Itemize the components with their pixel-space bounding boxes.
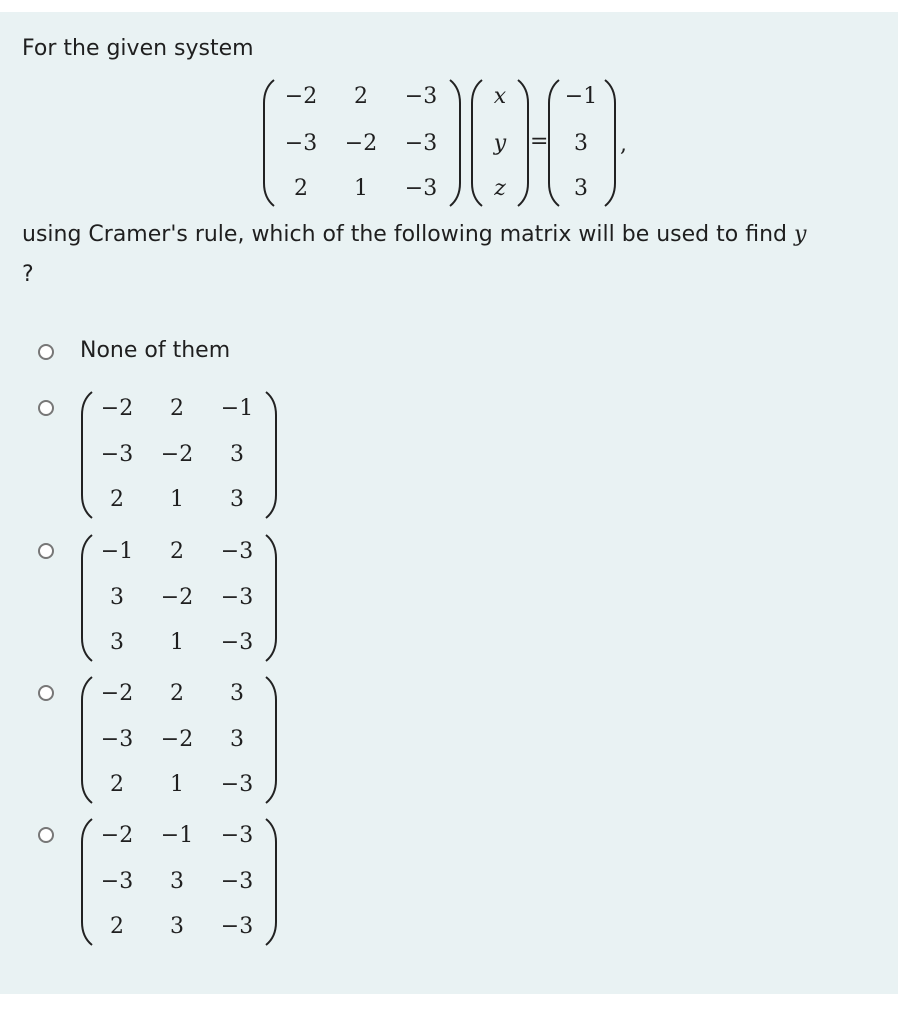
matrix-cell: −3 [100, 442, 134, 467]
variable-vector [470, 78, 530, 208]
matrix-cell: 1 [354, 176, 368, 201]
left-paren-icon [547, 78, 561, 208]
question-prompt [22, 222, 806, 247]
vector-cell: −1 [564, 84, 598, 109]
matrix-cell: −2 [100, 396, 134, 421]
right-paren-icon [264, 817, 278, 947]
question-mark: ? [22, 262, 34, 287]
matrix-cell: −2 [100, 823, 134, 848]
matrix-cell: 3 [170, 914, 184, 939]
matrix-cell: 2 [170, 396, 184, 421]
matrix-cell: 2 [354, 84, 368, 109]
matrix-cell: 2 [110, 772, 124, 797]
option-matrix[interactable] [80, 533, 280, 663]
matrix-cell: −2 [344, 131, 378, 156]
matrix-cell: 1 [170, 630, 184, 655]
matrix-cell: −3 [220, 914, 254, 939]
radio-button[interactable] [38, 827, 54, 843]
matrix-cell: −3 [220, 585, 254, 610]
right-paren-icon [603, 78, 617, 208]
matrix-cell: −3 [220, 823, 254, 848]
matrix-cell: 2 [110, 487, 124, 512]
matrix-cell: −3 [100, 727, 134, 752]
prompt-text: using Cramer's rule, which of the following matrix will be used to find [22, 222, 794, 247]
vector-cell: y [493, 131, 507, 156]
matrix-cell: −2 [100, 681, 134, 706]
radio-button[interactable] [38, 685, 54, 701]
matrix-cell: 3 [110, 630, 124, 655]
right-paren-icon [448, 78, 462, 208]
matrix-cell: −3 [220, 539, 254, 564]
radio-button[interactable] [38, 543, 54, 559]
matrix-cell: 2 [170, 681, 184, 706]
matrix-cell: −2 [160, 442, 194, 467]
right-paren-icon [264, 390, 278, 520]
right-paren-icon [264, 533, 278, 663]
matrix-cell: −3 [404, 176, 438, 201]
matrix-cell: −2 [284, 84, 318, 109]
matrix-cell: −3 [404, 131, 438, 156]
matrix-cell: 3 [230, 487, 244, 512]
matrix-cell: 3 [230, 681, 244, 706]
matrix-cell: −3 [220, 772, 254, 797]
matrix-cell: 3 [230, 442, 244, 467]
vector-cell: x [493, 84, 507, 109]
matrix-cell: −3 [220, 630, 254, 655]
coefficient-matrix [262, 78, 462, 208]
matrix-cell: −2 [160, 727, 194, 752]
matrix-cell: 2 [170, 539, 184, 564]
matrix-cell: 3 [170, 869, 184, 894]
option-matrix[interactable] [80, 817, 280, 947]
vector-cell: z [494, 176, 506, 201]
option-matrix[interactable] [80, 675, 280, 805]
matrix-cell: −1 [100, 539, 134, 564]
left-paren-icon [262, 78, 276, 208]
rhs-vector [547, 78, 617, 208]
question-intro: For the given system [22, 36, 254, 61]
matrix-cell: −3 [284, 131, 318, 156]
option-matrix[interactable] [80, 390, 280, 520]
matrix-cell: −1 [220, 396, 254, 421]
right-paren-icon [264, 675, 278, 805]
prompt-variable: y [793, 222, 807, 247]
matrix-cell: 1 [170, 487, 184, 512]
vector-cell: 3 [574, 176, 588, 201]
matrix-cell: 1 [170, 772, 184, 797]
matrix-cell: −2 [160, 585, 194, 610]
equals-sign: = [530, 129, 549, 154]
radio-button[interactable] [38, 344, 54, 360]
matrix-cell: 2 [294, 176, 308, 201]
matrix-cell: −3 [404, 84, 438, 109]
matrix-cell: −3 [220, 869, 254, 894]
matrix-cell: 3 [230, 727, 244, 752]
matrix-cell: −3 [100, 869, 134, 894]
option-label[interactable]: None of them [80, 338, 231, 363]
trailing-comma: , [620, 132, 627, 157]
matrix-cell: 3 [110, 585, 124, 610]
vector-cell: 3 [574, 131, 588, 156]
radio-button[interactable] [38, 400, 54, 416]
matrix-cell: −1 [160, 823, 194, 848]
matrix-cell: 2 [110, 914, 124, 939]
